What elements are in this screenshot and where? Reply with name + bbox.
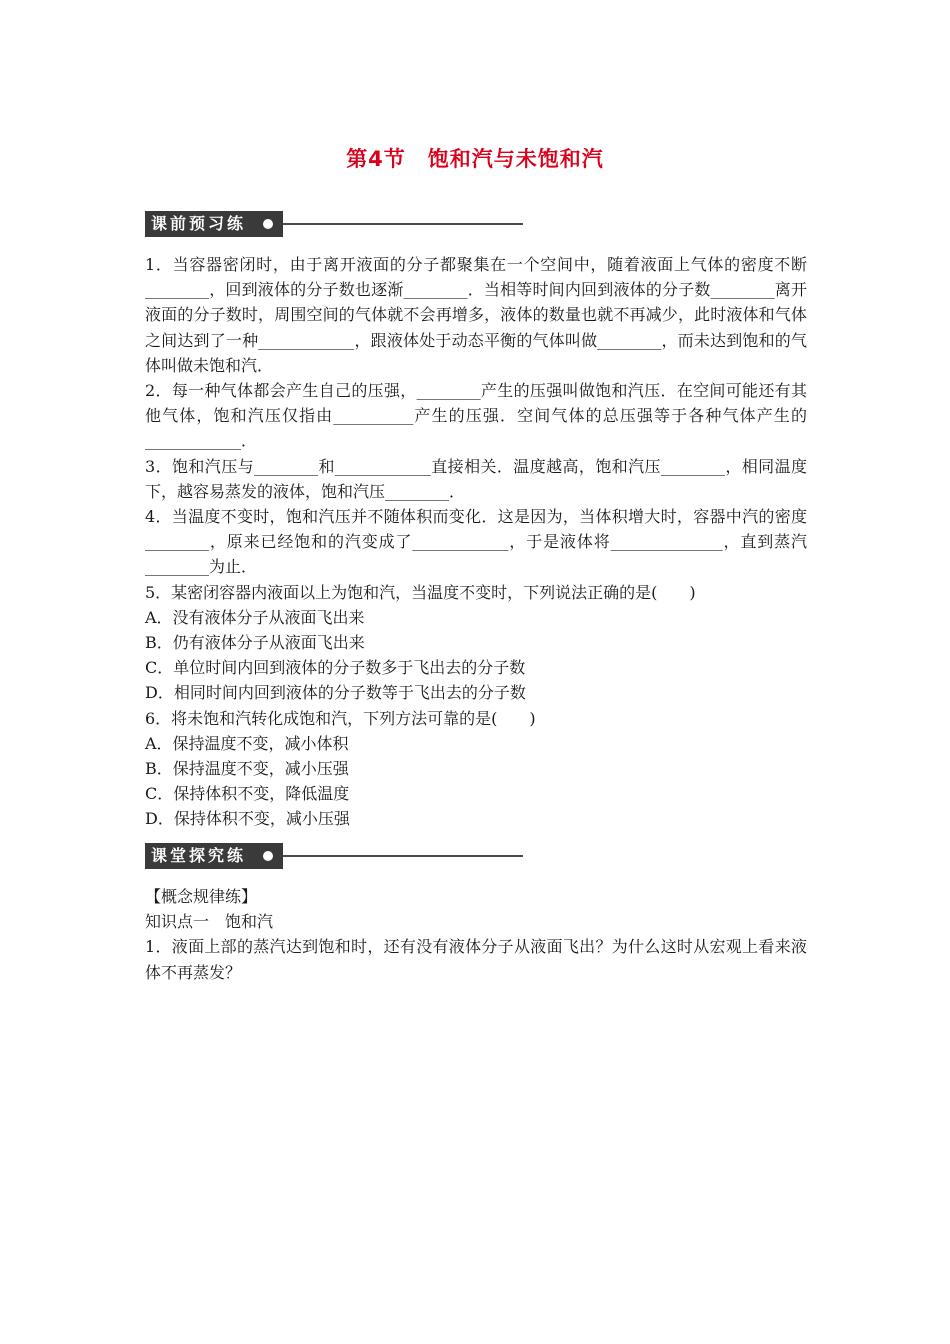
paragraph: D．保持体积不变，减小压强 [145,809,350,829]
paragraph: 5．某密闭容器内液面以上为饱和汽，当温度不变时，下列说法正确的是( ) [145,582,696,602]
section-label: 课前预习练 [145,211,283,237]
bullet-dot-icon [263,219,273,229]
paragraph: 1．液面上部的蒸汽达到饱和时，还有没有液体分子从液面飞出？为什么这时从宏观上看来液体不再蒸发？ [145,937,807,982]
paragraph: D．相同时间内回到液体的分子数等于飞出去的分子数 [145,683,526,703]
section-label: 课堂探究练 [145,843,283,869]
paragraph: A．保持温度不变，减小体积 [145,733,349,753]
section-banner-preview [145,211,525,237]
bullet-dot-icon [263,851,273,861]
paragraph: 1．当容器密闭时，由于离开液面的分子都聚集在一个空间中，随着液面上气体的密度不断________，回到液体的分子数也逐渐________．当相等时间内回到液体的分子数________离开液面的分子数时，周围空间的气体就不会再增多，液体的数量也就不再减少，此时液体和气体之间达到了一种____________，跟液体处于动态平衡的气体叫做________，而未达到饱和的气体叫做未饱和汽． [145,255,807,375]
paragraph: B．保持温度不变，减小压强 [145,759,349,779]
paragraph: B．仍有液体分子从液面飞出来 [145,633,365,653]
divider-rule [283,855,523,857]
paragraph: 6．将未饱和汽转化成饱和汽，下列方法可靠的是( ) [145,708,536,728]
paragraph: 【概念规律练】 [145,887,258,906]
paragraph: C．单位时间内回到液体的分子数多于飞出去的分子数 [145,658,526,678]
divider-rule [283,223,523,225]
paragraph: C．保持体积不变，降低温度 [145,784,350,804]
preview-questions [145,252,807,832]
paragraph: A．没有液体分子从液面飞出来 [145,607,365,627]
paragraph: 4．当温度不变时，饱和汽压并不随体积而变化．这是因为，当体积增大时，容器中汽的密度________，原来已经饱和的汽变成了____________，于是液体将______________，直到蒸汽________为止． [145,507,807,577]
paragraph: 知识点一 饱和汽 [145,912,274,932]
section-banner-classroom [145,843,525,869]
classroom-questions [145,884,807,985]
page-title: 第4节 饱和汽与未饱和汽 [346,147,604,171]
paragraph: 2．每一种气体都会产生自己的压强，________产生的压强叫做饱和汽压．在空间可能还有其他气体，饱和汽压仅指由__________产生的压强．空间气体的总压强等于各种气体产生的____________． [145,381,807,451]
paragraph: 3．饱和汽压与________和____________直接相关．温度越高，饱和汽压________，相同温度下，越容易蒸发的液体，饱和汽压________． [145,456,807,501]
